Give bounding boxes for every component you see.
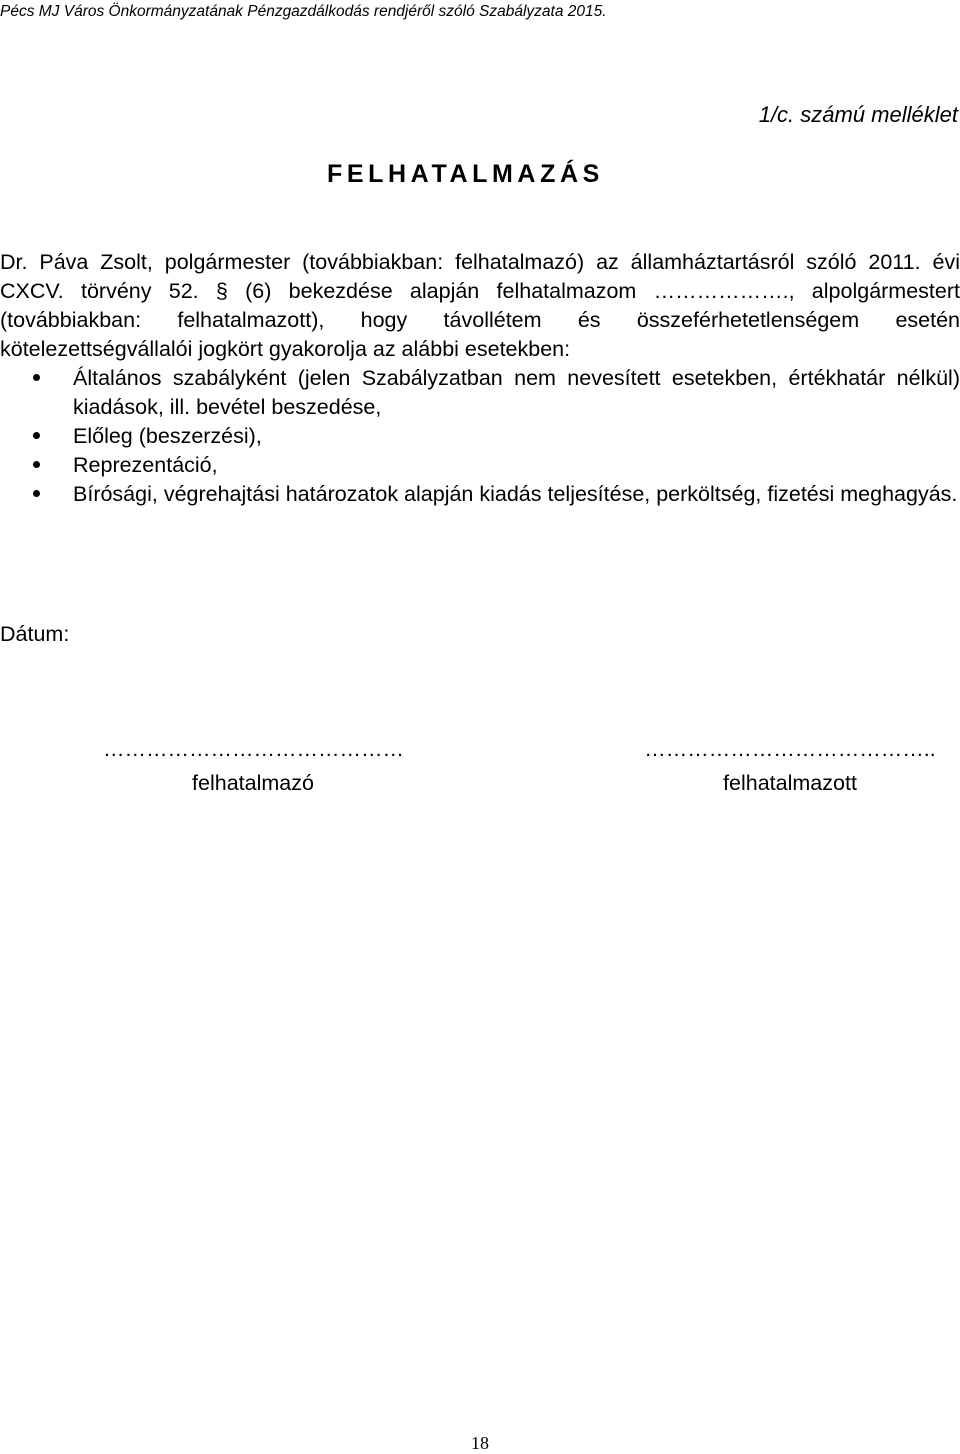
- list-item: [0, 451, 960, 480]
- bullet-icon: [33, 461, 40, 468]
- document-title: FELHATALMAZÁS: [327, 160, 604, 188]
- annex-label: 1/c. számú melléklet: [758, 102, 958, 127]
- list-item-text: Reprezentáció,: [73, 453, 218, 477]
- authorization-paragraph: Dr. Páva Zsolt, polgármester (továbbiakban: felhatalmazó) az államháztartásról szóló 2011. évi CXCV. törvény 52. § (6) bekezdése alapján felhatalmazom ………………., alpolgármestert (továbbiakban: felhatalmazott), hogy távollétem és összeférhetetlenségem esetén kötelezettségvállalói jogkört gyakorolja az alábbi esetekben:: [0, 250, 960, 361]
- signature-line: ……………………………………: [103, 737, 404, 761]
- list-item: [0, 422, 960, 451]
- date-label: Dátum:: [0, 622, 70, 646]
- signature-label: felhatalmazó: [192, 771, 314, 795]
- bullet-icon: [33, 374, 40, 381]
- list-item-text: Általános szabályként (jelen Szabályzatban nem nevesített esetekben, értékhatár nélkül) kiadások, ill. bevétel beszedése,: [73, 366, 960, 419]
- bullet-icon: [33, 432, 40, 439]
- list-item: [0, 480, 960, 509]
- signature-label: felhatalmazott: [723, 771, 857, 795]
- document-body: [0, 248, 960, 509]
- bullet-icon: [33, 490, 40, 497]
- running-header: Pécs MJ Város Önkormányzatának Pénzgazdálkodás rendjéről szóló Szabályzata 2015.: [0, 3, 607, 20]
- signature-block-authorizer: [103, 732, 403, 800]
- page-number: 18: [471, 1433, 489, 1453]
- list-item-text: Előleg (beszerzési),: [73, 424, 262, 448]
- signature-line: …………………………………..: [644, 737, 936, 761]
- list-item-text: Bírósági, végrehajtási határozatok alapján kiadás teljesítése, perköltség, fizetési meghagyás.: [73, 482, 958, 506]
- signature-block-authorized: [640, 732, 940, 800]
- list-item: [0, 364, 960, 422]
- case-list: [0, 364, 960, 509]
